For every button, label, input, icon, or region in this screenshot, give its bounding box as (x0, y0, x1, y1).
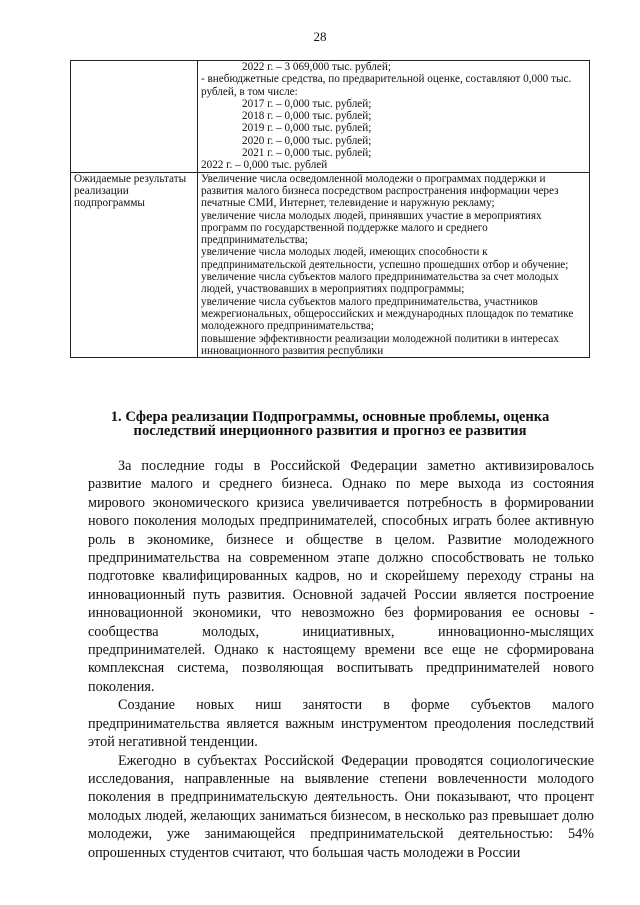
paragraph: Ежегодно в субъектах Российской Федерации проводятся социологические исследования, направленные на выявление степени вовлеченности молодого поколения в предпринимательскую деятельность. Они показывают, что процент молодых людей, желающих заниматься бизнесом, в несколько раз превышает долю молодежи, уже занимающейся предпринимательской деятельностью: 54% опрошенных студентов считают, что большая часть молодежи в России (88, 752, 594, 861)
paragraph: За последние годы в Российской Федерации заметно активизировалось развитие малого и среднего бизнеса. Однако по мере выхода из состояния мирового экономического кризиса увеличивается потребность в формировании нового поколения молодых предпринимателей, способных играть более активную роль в экономике, бизнесе и обществе в целом. Развитие молодежного предпринимательства на современном этапе должно способствовать не только подготовке квалифицированных кадров, но и скорейшему переходу страны на инновационный путь развития. Основной задачей России является построение инновационной экономики, что невозможно без формирования ее основы - сообщества молодых, инициативных, инновационно-мыслящих предпринимателей. Однако к настоящему времени все еще не сформирована комплексная система, позволяющая воспитывать предпринимателей нового поколения. (88, 458, 594, 695)
passport-table (70, 60, 590, 358)
result-item: повышение эффективности реализации молодежной политики в интересах инновационного развития республики (201, 332, 559, 357)
result-item: увеличение числа молодых людей, принявших участие в мероприятиях программ по государственной поддержке малого и среднего предпринимательства; (201, 209, 542, 247)
paragraph: Создание новых ниш занятости в форме субъектов малого предпринимательства является важным инструментом преодоления последствий этой негативной тенденции. (88, 697, 594, 751)
section-body (88, 457, 594, 862)
funding-line: 2018 г. – 0,000 тыс. рублей; (242, 110, 372, 123)
page-number: 28 (313, 29, 327, 44)
funding-line: 2019 г. – 0,000 тыс. рублей; (242, 122, 372, 135)
funding-cell (198, 61, 590, 173)
results-cell (198, 172, 590, 357)
table-cell-empty (71, 61, 198, 173)
table-row (71, 172, 590, 357)
funding-line: 2022 г. – 3 069,000 тыс. рублей; (242, 61, 391, 73)
funding-line: 2017 г. – 0,000 тыс. рублей; (242, 97, 372, 110)
section-heading: 1. Сфера реализации Подпрограммы, основные проблемы, оценка последствий инерционного развития и прогноз ее развития (110, 409, 550, 439)
funding-line: - внебюджетные средства, по предварительной оценке, составляют 0,000 тыс. рублей, в том числе: (201, 73, 572, 98)
result-item: увеличение числа субъектов малого предпринимательства за счет молодых людей, участвовавших в мероприятиях подпрограммы; (201, 271, 559, 296)
result-item: Увеличение числа осведомленной молодежи о программах поддержки и развития малого бизнеса посредством распространения информации через печатные СМИ, Интернет, телевидение и наружную рекламу; (201, 172, 559, 210)
funding-line: 2022 г. – 0,000 тыс. рублей (201, 159, 328, 172)
result-item: увеличение числа субъектов малого предпринимательства, участников межрегиональных, общероссийских и международных площадок по тематике молодежного предпринимательства; (201, 295, 574, 333)
funding-line: 2021 г. – 0,000 тыс. рублей; (242, 147, 372, 160)
results-label: Ожидаемые результаты реализации подпрограммы (71, 172, 198, 357)
result-item: увеличение числа молодых людей, имеющих способности к предпринимательской деятельности, успешно прошедших отбор и обучение; (201, 246, 569, 271)
table-row (71, 61, 590, 173)
funding-line: 2020 г. – 0,000 тыс. рублей; (242, 134, 372, 147)
